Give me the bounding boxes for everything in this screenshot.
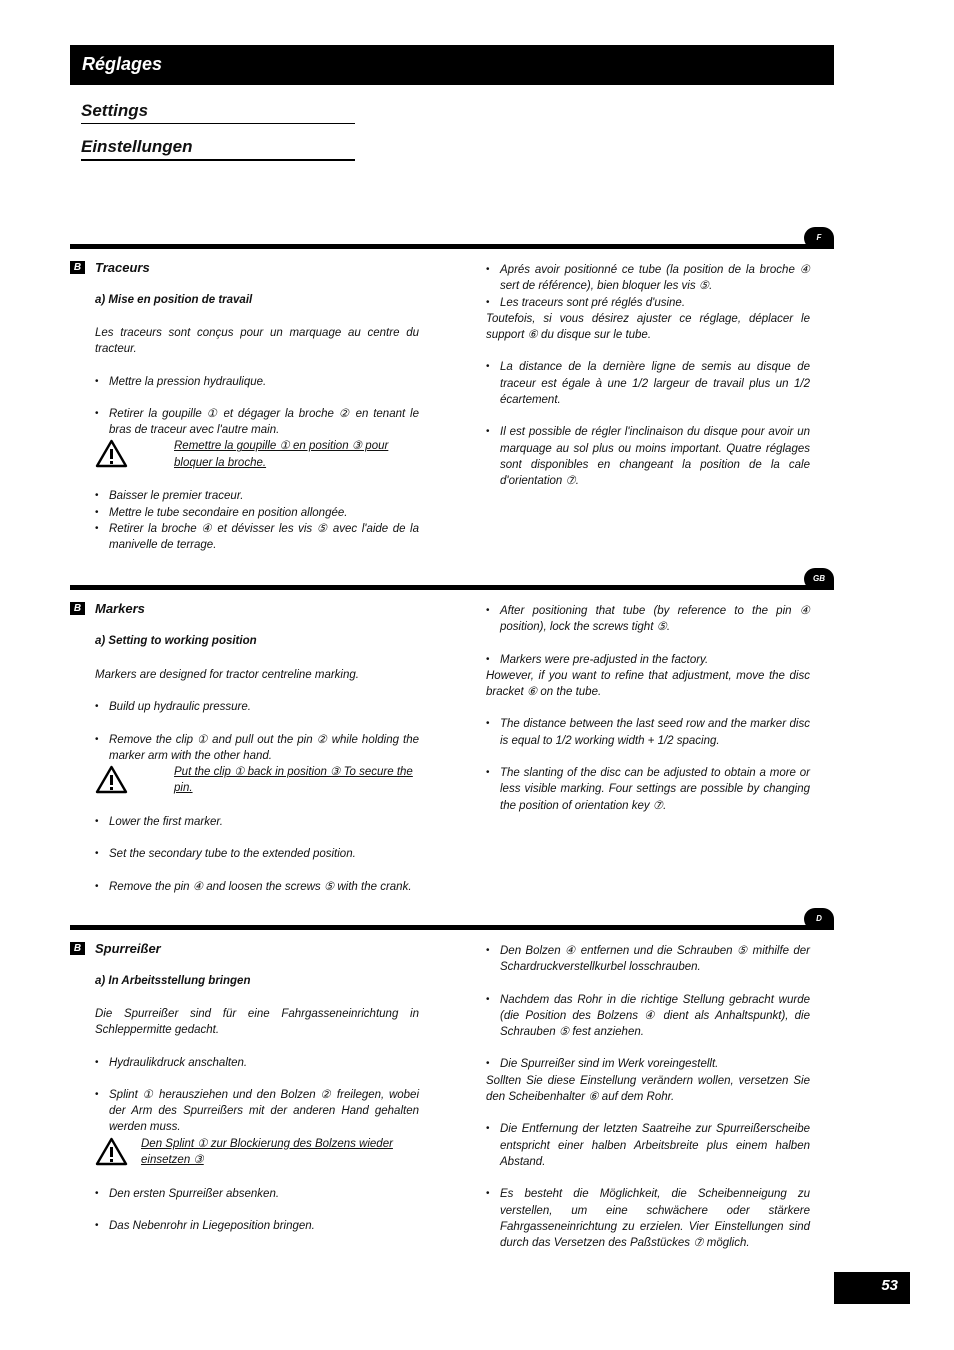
- bullet-item: • Das Nebenrohr in Liegeposition bringen.: [95, 1218, 419, 1234]
- figure-badge: B: [70, 261, 85, 274]
- spacer: [95, 1071, 419, 1087]
- right-column: [486, 262, 810, 490]
- bullet-item: • Nachdem das Rohr in die richtige Stellung gebracht wurde (die Position des Bolzens ④ dient als Anhaltspunkt), die Schrauben ⑤ fest anziehen.: [486, 992, 810, 1041]
- bullet-item: • Les traceurs sont pré réglés d'usine.: [486, 295, 810, 311]
- bullet-item: • Es besteht die Möglichkeit, die Scheibenneigung zu verstellen, um eine schwächere oder stärkere Fahrgasseneinrichtung zu erzielen. Vier Einstellungen sind durch das Versetzen des Paßstückes ⑦ möglich.: [486, 1186, 810, 1251]
- left-column: [95, 325, 419, 554]
- bullet-item: • Il est possible de régler l'inclinaison du disque pour avoir un marquage au sol plus ou moins important. Quatre réglages sont disponibles en changeant la position de la cale d'orientation ⑦.: [486, 424, 810, 489]
- bullet-item: • Die Spurreißer sind im Werk voreingestellt.: [486, 1056, 810, 1072]
- bullet-item: • The distance between the last seed row and the marker disc is equal to 1/2 working width + 1/2 spacing.: [486, 716, 810, 749]
- bullet-item: • Retirer la goupille ① et dégager la broche ② en tenant le bras de traceur avec l'autre main.: [95, 406, 419, 439]
- warning-triangle-icon: [95, 765, 128, 794]
- spacer: [486, 408, 810, 424]
- subtitle-german: Einstellungen: [81, 137, 355, 161]
- language-tab-french: F: [804, 227, 834, 249]
- bullet-item: • Remove the pin ④ and loosen the screws ⑤ with the crank.: [95, 879, 419, 895]
- bullet-item: • The slanting of the disc can be adjusted to obtain a more or less visible marking. Four settings are possible by changing the position of orientation key ⑦.: [486, 765, 810, 814]
- spacer: [95, 1039, 419, 1055]
- left-column: [95, 667, 419, 895]
- spacer: [95, 358, 419, 374]
- warning-text: Remettre la goupille ① en position ③ pour bloquer la broche.: [174, 440, 389, 469]
- section-subheading: a) In Arbeitsstellung bringen: [95, 975, 251, 987]
- bullet-item: • Die Entfernung der letzten Saatreihe zur Spurreißerscheibe entspricht einer halben Arbeitsbreite plus einem halben Abstand.: [486, 1121, 810, 1170]
- spacer: [486, 1040, 810, 1056]
- paragraph: Toutefois, si vous désirez ajuster ce réglage, déplacer le support ⑥ du disque sur le tube.: [486, 312, 810, 342]
- spacer: [95, 683, 419, 699]
- section-title: Traceurs: [95, 260, 150, 275]
- spacer: [95, 390, 419, 406]
- warning-text: Den Splint ① zur Blockierung des Bolzens wieder einsetzen ③: [141, 1137, 393, 1167]
- spacer: [95, 1202, 419, 1218]
- spacer: [486, 976, 810, 992]
- spacer: [486, 749, 810, 765]
- bullet-item: • Markers were pre-adjusted in the factory.: [486, 652, 810, 668]
- language-tab-german: D: [804, 908, 834, 930]
- figure-badge: B: [70, 942, 85, 955]
- spacer: [486, 1105, 810, 1121]
- warning-note: [95, 764, 419, 798]
- warning-note: [95, 438, 419, 472]
- page-title: Réglages: [82, 54, 163, 74]
- section-subheading: a) Setting to working position: [95, 635, 257, 647]
- subtitle-english: Settings: [81, 101, 355, 124]
- warning-triangle-icon: [95, 1137, 128, 1166]
- spacer: [95, 863, 419, 879]
- bullet-item: • Baisser le premier traceur.: [95, 488, 419, 504]
- header-bar: [70, 45, 834, 85]
- warning-text: Put the clip ① back in position ③ To secure the pin.: [174, 766, 413, 795]
- language-tab-english: GB: [804, 568, 834, 590]
- bullet-item: • Retirer la broche ④ et dévisser les vis ⑤ avec l'aide de la manivelle de terrage.: [95, 521, 419, 554]
- right-column: [486, 943, 810, 1251]
- section-title: Markers: [95, 601, 145, 616]
- section-divider: [70, 585, 830, 590]
- left-column: [95, 1006, 419, 1234]
- section-divider: [70, 925, 830, 930]
- figure-badge: B: [70, 602, 85, 615]
- spacer: [486, 1170, 810, 1186]
- bullet-item: • After positioning that tube (by reference to the pin ④ position), lock the screws tight ⑤.: [486, 603, 810, 636]
- page-number: 53: [881, 1277, 898, 1294]
- spacer: [486, 343, 810, 359]
- spacer: [486, 636, 810, 652]
- bullet-item: • Mettre la pression hydraulique.: [95, 374, 419, 390]
- paragraph: Die Spurreißer sind für eine Fahrgasseneinrichtung in Schleppermitte gedacht.: [95, 1008, 419, 1037]
- warning-triangle-icon: [95, 439, 128, 468]
- bullet-item: • Mettre le tube secondaire en position allongée.: [95, 505, 419, 521]
- page-number-box: [834, 1272, 910, 1304]
- bullet-item: • Hydraulikdruck anschalten.: [95, 1055, 419, 1071]
- bullet-item: • Lower the first marker.: [95, 814, 419, 830]
- spacer: [95, 830, 419, 846]
- paragraph: Les traceurs sont conçus pour un marquage au centre du tracteur.: [95, 327, 419, 356]
- warning-note: [95, 1136, 419, 1170]
- right-column: [486, 603, 810, 814]
- paragraph: Sollten Sie diese Einstellung verändern wollen, versetzen Sie den Scheibenhalter ⑥ auf dem Rohr.: [486, 1074, 810, 1104]
- section-divider: [70, 244, 830, 249]
- bullet-item: • La distance de la dernière ligne de semis au disque de traceur est égale à une 1/2 largeur de travail plus un 1/2 écartement.: [486, 359, 810, 408]
- spacer: [486, 700, 810, 716]
- bullet-item: • Set the secondary tube to the extended position.: [95, 846, 419, 862]
- bullet-item: • Aprés avoir positionné ce tube (la position de la broche ④ sert de référence), bien bloquer les vis ⑤.: [486, 262, 810, 295]
- section-title: Spurreißer: [95, 941, 161, 956]
- spacer: [95, 716, 419, 732]
- bullet-item: • Splint ① herausziehen und den Bolzen ② freilegen, wobei der Arm des Spurreißers mit der anderen Hand gehalten werden muss.: [95, 1087, 419, 1136]
- paragraph: However, if you want to refine that adjustment, move the disc bracket ⑥ on the tube.: [486, 669, 810, 699]
- bullet-item: • Den Bolzen ④ entfernen und die Schrauben ⑤ mithilfe der Schardruckverstellkurbel losschrauben.: [486, 943, 810, 976]
- bullet-item: • Den ersten Spurreißer absenken.: [95, 1186, 419, 1202]
- bullet-item: • Remove the clip ① and pull out the pin ② while holding the marker arm with the other hand.: [95, 732, 419, 765]
- paragraph: Markers are designed for tractor centreline marking.: [95, 669, 359, 681]
- section-subheading: a) Mise en position de travail: [95, 294, 253, 306]
- bullet-item: • Build up hydraulic pressure.: [95, 699, 419, 715]
